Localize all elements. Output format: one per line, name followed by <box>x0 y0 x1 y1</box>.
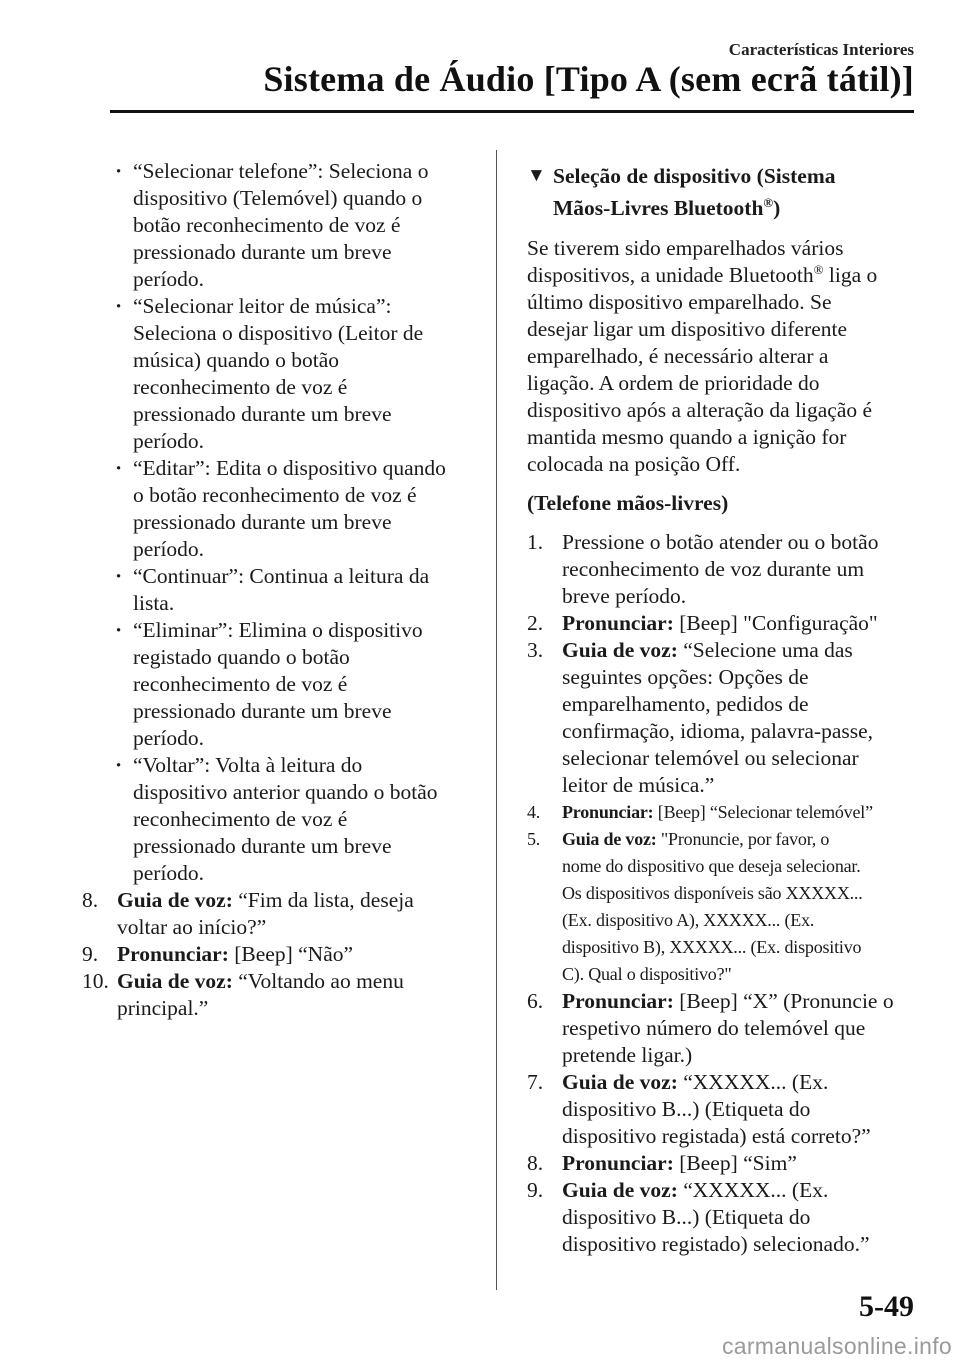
step-text: [Beep] “Não” <box>228 942 354 966</box>
step-line <box>562 1096 919 1123</box>
step-line <box>562 637 919 664</box>
bullet-item <box>82 293 482 455</box>
step-line: voltar ao início?” <box>117 915 267 939</box>
step-item <box>527 826 919 988</box>
intro-line: mantida mesmo quando a ignição for <box>527 425 847 449</box>
step-text: “Voltando ao menu <box>232 969 404 993</box>
step-label: Guia de voz: <box>562 829 657 849</box>
bullet-item <box>82 158 482 293</box>
bullet-dot-icon: · <box>115 618 123 642</box>
step-text: pretende ligar.) <box>562 1043 693 1067</box>
bullet-line: reconhecimento de voz é <box>133 375 348 399</box>
step-line <box>562 1042 919 1069</box>
step-number: 1. <box>527 530 544 554</box>
step-text: Os dispositivos disponíveis são XXXXX... <box>562 883 863 903</box>
step-line <box>562 934 919 961</box>
step-number: 4. <box>527 802 541 822</box>
step-line <box>562 610 919 637</box>
step-number: 9. <box>527 1178 544 1202</box>
step-text: “XXXXX... (Ex. <box>677 1070 829 1094</box>
step-text: dispositivo registado) selecionado.” <box>562 1232 870 1256</box>
intro-paragraph: Se tiverem sido emparelhados vários dispositivos, a unidade Bluetooth® liga o último dispositivo emparelhado. Se desejar ligar um dispositivo diferente emparelhado, é necessário alterar a ligação. A ordem de prioridade do dispositivo após a alteração da ligação é mantida mesmo quando a ignição for colocada na posição Off. <box>527 235 919 478</box>
bullet-line: reconhecimento de voz é <box>133 672 348 696</box>
step-item <box>82 887 482 941</box>
step-text: respetivo número do telemóvel que <box>562 1016 866 1040</box>
step-label: Pronunciar: <box>562 611 674 635</box>
step-text: “XXXXX... (Ex. <box>677 1178 829 1202</box>
bullet-line: “Voltar”: Volta à leitura do <box>133 753 363 777</box>
bullet-dot-icon: · <box>115 294 123 318</box>
subheading-hands-free: (Telefone mãos-livres) <box>527 491 729 515</box>
step-text: "Pronuncie, por favor, o <box>656 829 830 849</box>
step-item <box>527 610 919 637</box>
bullet-line: Seleciona o dispositivo (Leitor de <box>133 321 424 345</box>
step-line <box>562 826 919 853</box>
bullet-line: período. <box>133 537 205 561</box>
bullet-line: reconhecimento de voz é <box>133 807 348 831</box>
step-item <box>82 941 482 968</box>
bullet-dot-icon: · <box>115 753 123 777</box>
step-number: 8. <box>527 1151 544 1175</box>
step-line <box>562 1123 919 1150</box>
step-text: dispositivo B...) (Etiqueta do <box>562 1205 811 1229</box>
step-label: Guia de voz: <box>562 1178 678 1202</box>
step-item <box>82 968 482 1022</box>
step-text: C). Qual o dispositivo?" <box>562 964 732 984</box>
step-line <box>117 887 482 914</box>
step-label: Pronunciar: <box>562 802 654 822</box>
section-heading-line1: Seleção de dispositivo (Sistema <box>553 164 836 188</box>
step-label: Pronunciar: <box>562 989 674 1013</box>
intro-line: dispositivo após a alteração da ligação é <box>527 398 873 422</box>
bullet-line: o botão reconhecimento de voz é <box>133 483 417 507</box>
step-number: 3. <box>527 638 544 662</box>
intro-line: último dispositivo emparelhado. Se <box>527 290 832 314</box>
step-item <box>527 637 919 799</box>
bullet-line: dispositivo (Telemóvel) quando o <box>133 186 423 210</box>
step-number: 5. <box>527 829 541 849</box>
triangle-marker-icon: ▼ <box>527 165 546 186</box>
step-line <box>562 988 919 1015</box>
bullet-line: pressionado durante um breve <box>133 240 392 264</box>
step-line <box>562 745 919 772</box>
bullet-line: registado quando o botão <box>133 645 350 669</box>
column-divider <box>496 150 497 1290</box>
step-line <box>562 664 919 691</box>
bullet-line: “Editar”: Edita o dispositivo quando <box>133 456 446 480</box>
step-number: 6. <box>527 989 544 1013</box>
step-text: seguintes opções: Opções de <box>562 665 809 689</box>
step-line <box>562 529 919 556</box>
step-text: dispositivo B...) (Etiqueta do <box>562 1097 811 1121</box>
page-number: 5-49 <box>859 1290 914 1323</box>
section-label: Características Interiores <box>728 40 914 59</box>
step-line: principal.” <box>117 996 209 1020</box>
page-title: Sistema de Áudio [Tipo A (sem ecrã tátil)] <box>263 59 914 99</box>
step-line <box>562 1177 919 1204</box>
bullet-line: período. <box>133 267 205 291</box>
bullet-item <box>82 617 482 752</box>
step-text: [Beep] “Selecionar telemóvel” <box>653 802 873 822</box>
bullet-line: música) quando o botão <box>133 348 339 372</box>
step-number: 10. <box>82 969 109 993</box>
step-label: Guia de voz: <box>562 638 678 662</box>
step-item <box>527 799 919 826</box>
step-number: 2. <box>527 611 544 635</box>
step-line <box>562 718 919 745</box>
right-column <box>527 160 919 1258</box>
bullet-line: “Continuar”: Continua a leitura da <box>133 564 430 588</box>
step-line <box>562 961 919 988</box>
step-line <box>562 772 919 799</box>
step-list <box>527 529 919 1258</box>
intro-line: emparelhado, é necessário alterar a <box>527 344 829 368</box>
step-text: [Beep] “Sim” <box>673 1151 797 1175</box>
bullet-dot-icon: · <box>115 564 123 588</box>
watermark: carmanualsonline.info <box>721 1333 952 1359</box>
step-text: reconhecimento de voz durante um <box>562 557 865 581</box>
step-label: Guia de voz: <box>117 888 233 912</box>
step-list <box>82 887 482 1022</box>
header-rule <box>110 110 914 113</box>
section-heading <box>527 160 919 224</box>
step-label: Pronunciar: <box>117 942 229 966</box>
step-item <box>527 1177 919 1258</box>
bullet-line: período. <box>133 726 205 750</box>
step-item <box>527 529 919 610</box>
step-line <box>562 691 919 718</box>
step-text: breve período. <box>562 584 687 608</box>
step-line <box>562 880 919 907</box>
step-line <box>117 941 482 968</box>
intro-line: ligação. A ordem de prioridade do <box>527 371 820 395</box>
step-line <box>562 1069 919 1096</box>
step-number: 8. <box>82 888 99 912</box>
bullet-line: lista. <box>133 591 175 615</box>
step-text: dispositivo registada) está correto?” <box>562 1124 871 1148</box>
bullet-line: período. <box>133 429 205 453</box>
bullet-line: período. <box>133 861 205 885</box>
step-item <box>527 988 919 1069</box>
bullet-line: pressionado durante um breve <box>133 699 392 723</box>
step-line <box>117 968 482 995</box>
step-text: “Fim da lista, deseja <box>232 888 414 912</box>
step-label: Pronunciar: <box>562 1151 674 1175</box>
step-line <box>562 907 919 934</box>
bullet-line: pressionado durante um breve <box>133 510 392 534</box>
bullet-item <box>82 752 482 887</box>
intro-line: colocada na posição Off. <box>527 452 741 476</box>
step-line <box>562 1015 919 1042</box>
step-text: leitor de música.” <box>562 773 715 797</box>
step-line <box>562 1204 919 1231</box>
bullet-line: “Selecionar leitor de música”: <box>133 294 392 318</box>
bullet-dot-icon: · <box>115 456 123 480</box>
step-text: Pressione o botão atender ou o botão <box>562 530 879 554</box>
bullet-line: botão reconhecimento de voz é <box>133 213 401 237</box>
step-text: [Beep] “X” (Pronuncie o <box>673 989 894 1013</box>
step-line <box>562 583 919 610</box>
bullet-line: dispositivo anterior quando o botão <box>133 780 438 804</box>
bullet-line: “Selecionar telefone”: Seleciona o <box>133 159 429 183</box>
step-number: 7. <box>527 1070 544 1094</box>
step-text: “Selecione uma das <box>677 638 853 662</box>
step-number: 9. <box>82 942 99 966</box>
step-text: nome do dispositivo que deseja selecionar. <box>562 856 861 876</box>
bullet-list <box>82 158 482 887</box>
bullet-dot-icon: · <box>115 159 123 183</box>
step-text: [Beep] "Configuração" <box>673 611 878 635</box>
step-line <box>562 1231 919 1258</box>
intro-line: desejar ligar um dispositivo diferente <box>527 317 848 341</box>
step-text: (Ex. dispositivo A), XXXXX... (Ex. <box>562 910 815 930</box>
step-line <box>562 556 919 583</box>
left-column <box>82 158 482 1022</box>
step-text: selecionar telemóvel ou selecionar <box>562 746 859 770</box>
step-text: dispositivo B), XXXXX... (Ex. dispositivo <box>562 937 862 957</box>
step-item <box>527 1150 919 1177</box>
bullet-item <box>82 563 482 617</box>
step-label: Guia de voz: <box>117 969 233 993</box>
step-line <box>562 1150 919 1177</box>
bullet-item <box>82 455 482 563</box>
step-line <box>562 799 919 826</box>
bullet-line: pressionado durante um breve <box>133 834 392 858</box>
bullet-line: “Eliminar”: Elimina o dispositivo <box>133 618 423 642</box>
step-label: Guia de voz: <box>562 1070 678 1094</box>
step-item <box>527 1069 919 1150</box>
step-line <box>562 853 919 880</box>
section-heading-line2: Mãos-Livres Bluetooth®) <box>553 194 781 220</box>
bullet-line: pressionado durante um breve <box>133 402 392 426</box>
step-text: emparelhamento, pedidos de <box>562 692 809 716</box>
step-text: confirmação, idioma, palavra-passe, <box>562 719 874 743</box>
